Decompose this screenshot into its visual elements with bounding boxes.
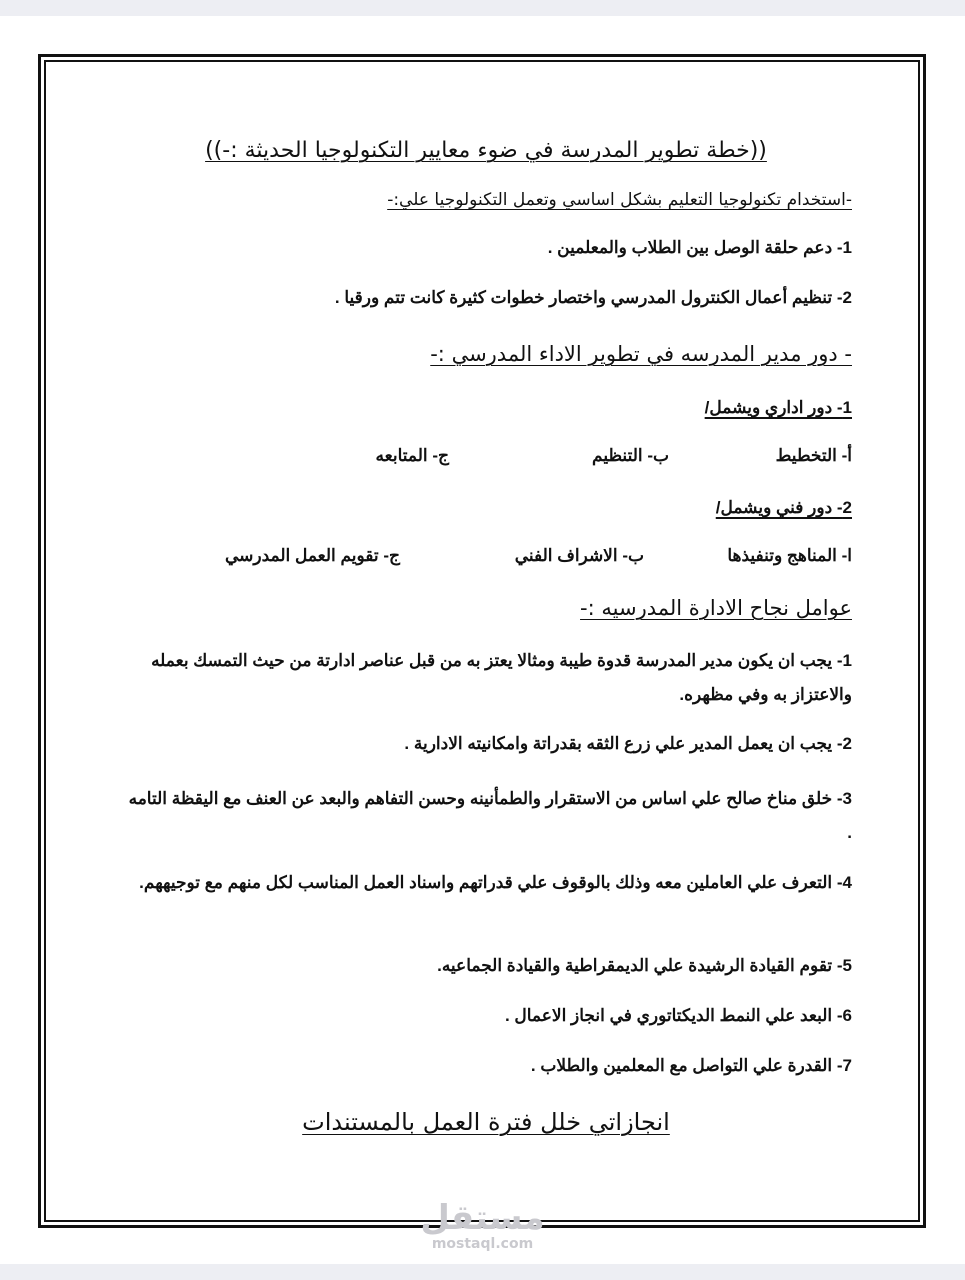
watermark-url: mostaql.com xyxy=(431,1236,534,1252)
section3-item-2: 2- يجب ان يعمل المدير علي زرع الثقه بقدراتة وامكانيته الادارية . xyxy=(404,734,852,753)
role1-item-a: أ- التخطيط xyxy=(775,446,852,465)
document-title: ((خطة تطوير المدرسة في ضوء معايير التكنولوجيا الحديثة :-)) xyxy=(205,138,767,163)
section3-item-4: 4- التعرف علي العاملين معه وذلك بالوقوف علي قدراتهم واسناد العمل المناسب لكل منهم مع توجيههم. xyxy=(139,873,852,892)
section1-heading: -استخدام تكنولوجيا التعليم بشكل اساسي وتعمل التكنولوجيا علي:- xyxy=(387,190,852,210)
role2-item-a: ا- المناهج وتنفيذها xyxy=(727,546,852,565)
section2-heading: - دور مدير المدرسه في تطوير الاداء المدرسي :- xyxy=(430,342,852,366)
mostaql-watermark xyxy=(400,1200,565,1252)
section1-item-2: 2- تنظيم أعمال الكنترول المدرسي واختصار خطوات كثيرة كانت تتم ورقيا . xyxy=(334,288,852,307)
section3-item-7: 7- القدرة علي التواصل مع المعلمين والطلاب . xyxy=(530,1056,852,1075)
role1-item-b: ب- التنظيم xyxy=(592,446,669,465)
section3-item-3: 3- خلق مناخ صالح علي اساس من الاستقرار والطمأنينه وحسن التفاهم والبعد عن العنف مع اليقظة التامه . xyxy=(128,789,852,842)
role2-items-row xyxy=(120,546,852,576)
section3-item-5: 5- تقوم القيادة الرشيدة علي الديمقراطية والقيادة الجماعيه. xyxy=(437,956,852,975)
section3-heading: عوامل نجاح الادارة المدرسيه :- xyxy=(580,596,852,620)
section3-item-1: 1- يجب ان يكون مدير المدرسة قدوة طيبة ومثالا يعتز به من قبل عناصر ادارتة من حيث التمسك بعمله والاعتزاز به وفي مظهره. xyxy=(151,651,852,704)
role1-heading: 1- دور اداري ويشمل/ xyxy=(704,398,852,417)
section1-item-1: 1- دعم حلقة الوصل بين الطلاب والمعلمين . xyxy=(547,238,852,257)
watermark-logo: مستقل xyxy=(420,1198,545,1238)
role1-items-row xyxy=(120,446,852,476)
role2-item-c: ج- تقويم العمل المدرسي xyxy=(224,546,400,565)
role2-item-b: ب- الاشراف الفني xyxy=(514,546,644,565)
role1-item-c: ج- المتابعه xyxy=(375,446,449,465)
role2-heading: 2- دور فني ويشمل/ xyxy=(715,498,852,517)
footer-heading: انجازاتي خلل فترة العمل بالمستندات xyxy=(302,1108,670,1136)
section3-item-6: 6- البعد علي النمط الديكتاتوري في انجاز الاعمال . xyxy=(504,1006,852,1025)
document-content xyxy=(120,0,852,1280)
